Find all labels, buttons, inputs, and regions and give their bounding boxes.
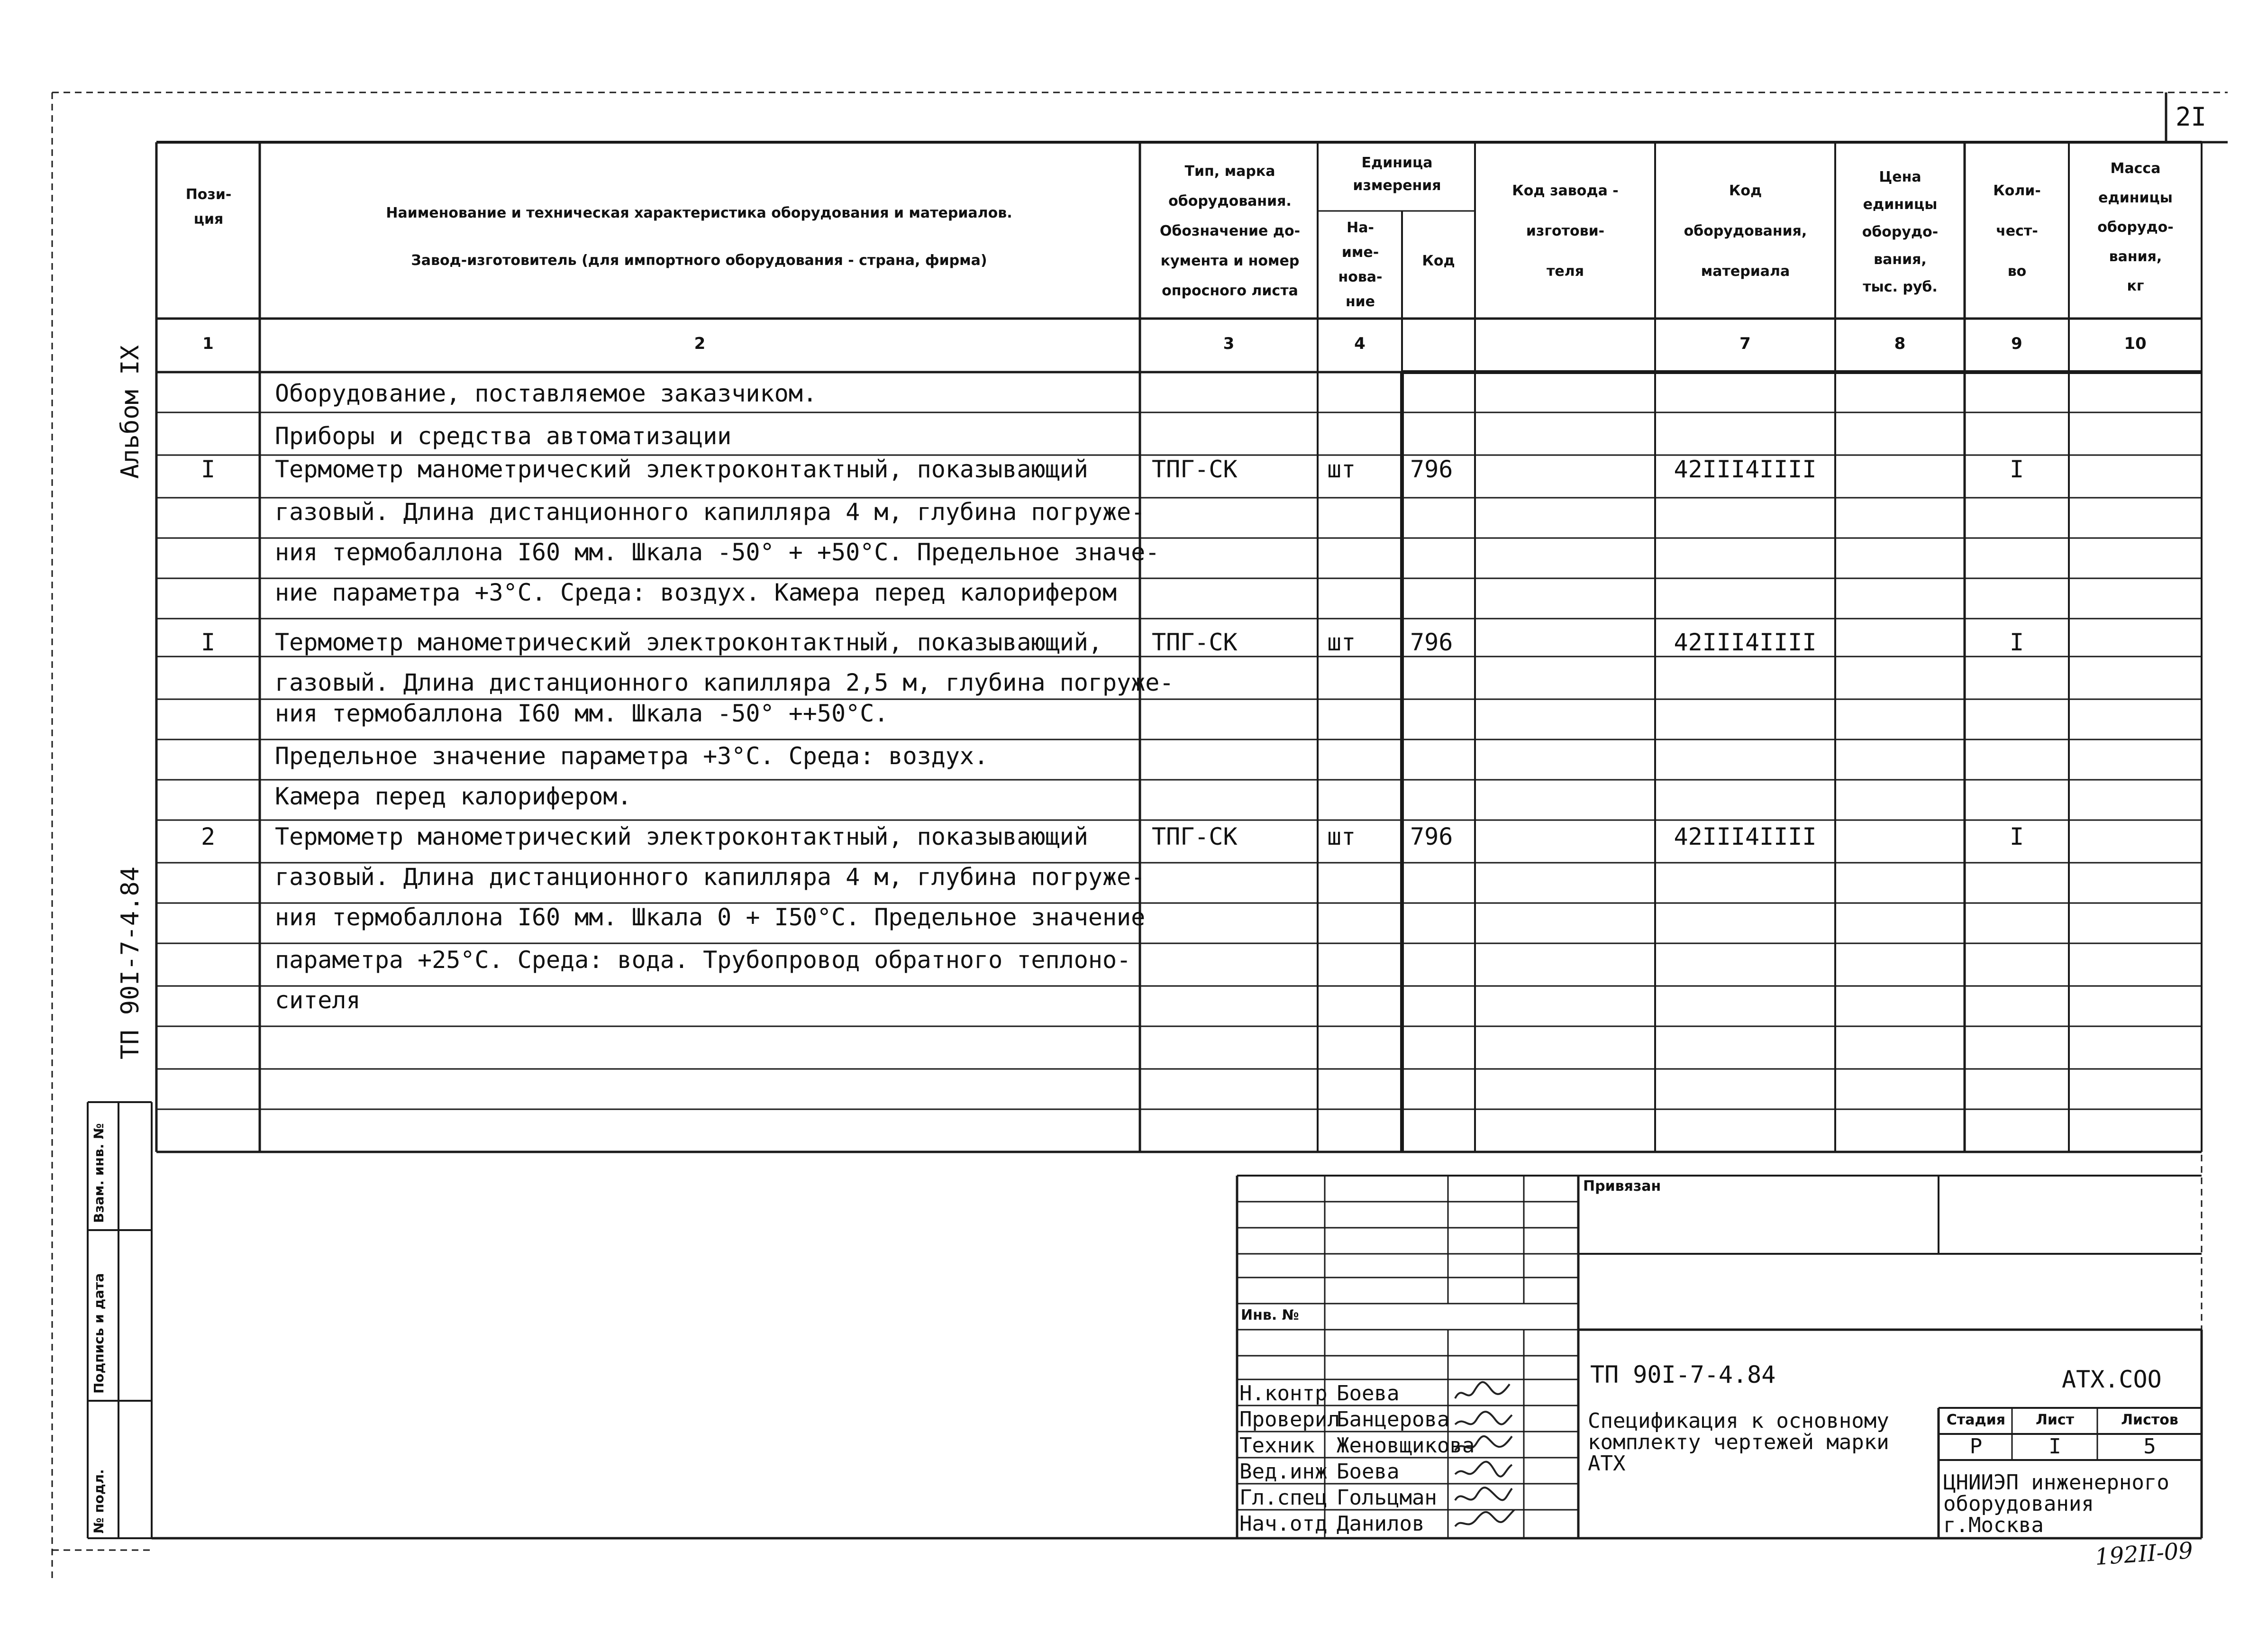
- doc-code: ТП 90I-7-4.84: [1590, 1361, 1776, 1388]
- col-number-7: 7: [1739, 334, 1751, 353]
- stage-label: Стадия: [1946, 1412, 2006, 1428]
- row-description: Предельное значение параметра +3°С. Среда: воздух.: [275, 742, 989, 770]
- row-type: ТПГ-СК: [1152, 629, 1238, 656]
- signer-role: Н.контр: [1239, 1381, 1328, 1406]
- header-col8: Цена единицы оборудо- вания, тыс. руб.: [1862, 169, 1939, 295]
- col-number-1: 1: [202, 334, 214, 353]
- signer-name: Данилов: [1337, 1512, 1425, 1536]
- header-col10: Масса единицы оборудо- вания, кг: [2097, 160, 2174, 294]
- row-material-code: 42III4IIII: [1674, 456, 1817, 483]
- row-unit-code: 796: [1410, 823, 1453, 850]
- col-number-2: 2: [694, 334, 706, 353]
- bottom-number: 192II-09: [2094, 1537, 2194, 1571]
- row-unit: шт: [1327, 823, 1356, 850]
- header-col7: Код оборудования, материала: [1684, 183, 1807, 280]
- page-number: 2I: [2176, 102, 2207, 132]
- header-unit-group: Единица измерения: [1353, 155, 1441, 194]
- col-number-9: 9: [2011, 334, 2022, 353]
- row-material-code: 42III4IIII: [1674, 629, 1817, 656]
- row-quantity: I: [2009, 456, 2024, 483]
- header-col1: Пози- ция: [185, 186, 232, 228]
- signer-name: Боева: [1337, 1381, 1400, 1406]
- row-unit: шт: [1327, 456, 1356, 483]
- project-code-margin: ТП 90I-7-4.84: [116, 867, 145, 1059]
- col-number-3: 3: [1223, 334, 1235, 353]
- row-description: ния термобаллона I60 мм. Шкала 0 + I50°С. Предельное значение: [275, 904, 1146, 931]
- row-material-code: 42III4IIII: [1674, 823, 1817, 850]
- signer-role: Гл.спец: [1239, 1486, 1328, 1510]
- row-description: Камера перед калорифером.: [275, 783, 632, 810]
- header-col4: На- име- нова- ние: [1338, 219, 1383, 310]
- header-col5: Код: [1422, 253, 1455, 269]
- row-description: ния термобаллона I60 мм. Шкала -50° + +50°С. Предельное значе-: [275, 538, 1160, 566]
- row-unit-code: 796: [1410, 456, 1453, 483]
- row-position: I: [200, 629, 216, 656]
- signer-role: Вед.инж: [1239, 1460, 1328, 1484]
- sheet-value: I: [2048, 1434, 2061, 1459]
- inv-no-label: Инв. №: [1241, 1307, 1299, 1323]
- privyazan-label: Привязан: [1583, 1178, 1661, 1195]
- signer-name: Гольцман: [1337, 1486, 1437, 1510]
- row-description: газовый. Длина дистанционного капилляра 4 м, глубина погруже-: [275, 863, 1146, 891]
- stamp-label-vzam: Взам. инв. №: [91, 1123, 107, 1223]
- row-description: параметра +25°С. Среда: вода. Трубопровод обратного теплоно-: [275, 946, 1131, 974]
- row-description: сителя: [275, 986, 361, 1014]
- header-col2: Наименование и техническая характеристика оборудования и материалов. Завод-изготовитель (для импортного оборудования - страна, фирма): [386, 205, 1012, 269]
- row-description: ния термобаллона I60 мм. Шкала -50° ++50°С.: [275, 700, 889, 727]
- header-col9: Коли- чест- во: [1993, 183, 2041, 280]
- col-number-10: 10: [2124, 334, 2147, 353]
- row-description: Оборудование, поставляемое заказчиком.: [275, 380, 817, 407]
- row-unit-code: 796: [1410, 629, 1453, 656]
- sheets-value: 5: [2143, 1434, 2156, 1459]
- signer-role: Техник: [1239, 1433, 1315, 1458]
- header-col6: Код завода - изготови- теля: [1512, 183, 1619, 280]
- row-type: ТПГ-СК: [1152, 823, 1238, 850]
- sheets-label: Листов: [2121, 1412, 2178, 1428]
- row-description: Приборы и средства автоматизации: [275, 422, 732, 450]
- row-type: ТПГ-СК: [1152, 456, 1238, 483]
- row-description: газовый. Длина дистанционного капилляра 4 м, глубина погруже-: [275, 498, 1146, 526]
- signer-name: Банцерова: [1337, 1407, 1450, 1432]
- row-unit: шт: [1327, 629, 1356, 656]
- row-position: 2: [200, 823, 216, 850]
- signer-role: Нач.отд: [1239, 1512, 1328, 1536]
- row-quantity: I: [2009, 823, 2024, 850]
- row-description: ние параметра +3°С. Среда: воздух. Камера перед калорифером: [275, 579, 1117, 606]
- signer-role: Проверил: [1239, 1407, 1340, 1432]
- row-description: газовый. Длина дистанционного капилляра 2,5 м, глубина погруже-: [275, 669, 1174, 696]
- stage-value: Р: [1969, 1434, 1983, 1459]
- col-number-4: 4: [1354, 334, 1366, 353]
- row-description: Термометр манометрический электроконтактный, показывающий,: [275, 629, 1102, 656]
- row-position: I: [200, 456, 216, 483]
- row-description: Термометр манометрический электроконтактный, показывающий: [275, 823, 1088, 850]
- stamp-label-podpis: Подпись и дата: [91, 1273, 107, 1394]
- row-description: Термометр манометрический электроконтактный, показывающий: [275, 456, 1088, 483]
- sheet-label: Лист: [2035, 1412, 2075, 1428]
- signer-name: Женовщикова: [1337, 1433, 1475, 1458]
- header-col3: Тип, марка оборудования. Обозначение до- кумента и номер опросного листа: [1159, 163, 1301, 299]
- signer-name: Боева: [1337, 1460, 1400, 1484]
- row-quantity: I: [2009, 629, 2024, 656]
- organization: ЦНИИЭП инженерного оборудования г.Москва: [1943, 1470, 2169, 1537]
- col-number-8: 8: [1894, 334, 1906, 353]
- album-label: Альбом IX: [116, 345, 145, 479]
- doc-title: Спецификация к основному комплекту чертежей марки АТХ: [1588, 1409, 1889, 1476]
- doc-mark: АТХ.СОО: [2062, 1366, 2162, 1393]
- stamp-label-podl: № подл.: [91, 1469, 107, 1533]
